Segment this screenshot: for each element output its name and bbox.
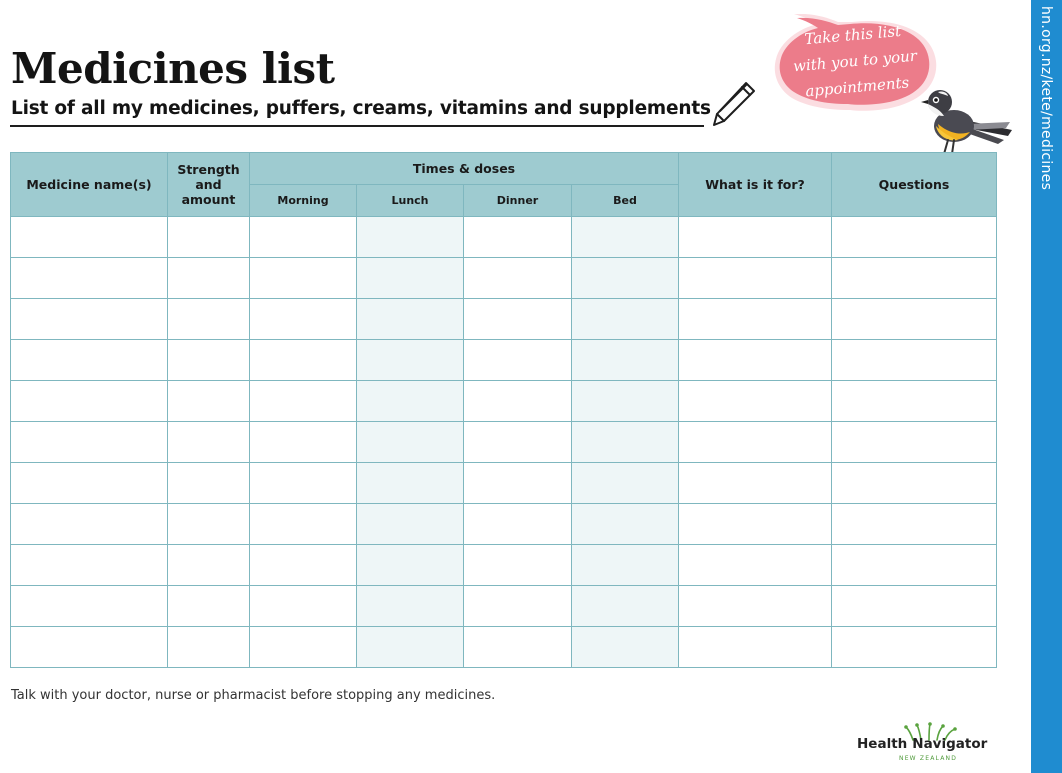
- table-cell[interactable]: [168, 340, 250, 381]
- table-row: [11, 504, 997, 545]
- logo-navigator: Navigator: [912, 736, 988, 752]
- table-cell[interactable]: [679, 545, 832, 586]
- logo-health: Health: [857, 736, 908, 752]
- table-cell[interactable]: [572, 545, 679, 586]
- table-cell[interactable]: [357, 299, 464, 340]
- column-header-medicine: Medicine name(s): [11, 153, 168, 217]
- table-cell[interactable]: [464, 627, 572, 668]
- table-cell[interactable]: [572, 258, 679, 299]
- table-row: [11, 340, 997, 381]
- table-cell[interactable]: [679, 217, 832, 258]
- table-body: [11, 217, 997, 668]
- table-cell[interactable]: [464, 381, 572, 422]
- table-cell[interactable]: [832, 463, 997, 504]
- table-cell[interactable]: [679, 504, 832, 545]
- column-header-times-doses: Times & doses: [250, 153, 679, 185]
- table-cell[interactable]: [464, 504, 572, 545]
- table-cell[interactable]: [250, 586, 357, 627]
- subtitle-underline: [10, 125, 704, 127]
- table-cell[interactable]: [357, 381, 464, 422]
- table-cell[interactable]: [679, 422, 832, 463]
- table-cell[interactable]: [168, 422, 250, 463]
- table-cell[interactable]: [11, 586, 168, 627]
- table-cell[interactable]: [572, 422, 679, 463]
- table-cell[interactable]: [679, 627, 832, 668]
- table-cell[interactable]: [832, 258, 997, 299]
- table-cell[interactable]: [464, 217, 572, 258]
- bubble-line: appointments: [804, 73, 910, 101]
- table-cell[interactable]: [250, 381, 357, 422]
- table-cell[interactable]: [572, 463, 679, 504]
- table-row: [11, 586, 997, 627]
- table-cell[interactable]: [11, 627, 168, 668]
- table-cell[interactable]: [832, 627, 997, 668]
- table-cell[interactable]: [250, 422, 357, 463]
- table-cell[interactable]: [679, 340, 832, 381]
- table-cell[interactable]: [464, 586, 572, 627]
- bubble-text: [777, 16, 933, 107]
- logo-text: [857, 736, 987, 752]
- table-cell[interactable]: [572, 381, 679, 422]
- table-cell[interactable]: [464, 340, 572, 381]
- table-cell[interactable]: [679, 299, 832, 340]
- header-line: Strength: [177, 162, 240, 177]
- column-header-morning: Morning: [250, 185, 357, 217]
- table-cell[interactable]: [572, 627, 679, 668]
- table-cell[interactable]: [464, 422, 572, 463]
- table-cell[interactable]: [832, 422, 997, 463]
- header-line: amount: [181, 192, 236, 207]
- column-header-strength: [168, 153, 250, 217]
- table-cell[interactable]: [250, 217, 357, 258]
- table-cell[interactable]: [679, 258, 832, 299]
- table-cell[interactable]: [168, 627, 250, 668]
- table-cell[interactable]: [357, 340, 464, 381]
- table-cell[interactable]: [250, 463, 357, 504]
- table-cell[interactable]: [832, 340, 997, 381]
- table-cell[interactable]: [168, 381, 250, 422]
- table-cell[interactable]: [464, 463, 572, 504]
- table-cell[interactable]: [357, 217, 464, 258]
- table-cell[interactable]: [832, 545, 997, 586]
- table-cell[interactable]: [464, 299, 572, 340]
- table-cell[interactable]: [572, 504, 679, 545]
- column-header-bed: Bed: [572, 185, 679, 217]
- table-cell[interactable]: [11, 217, 168, 258]
- table-cell[interactable]: [832, 586, 997, 627]
- bubble-line: with you to your: [792, 46, 918, 76]
- table-row: [11, 422, 997, 463]
- table-cell[interactable]: [250, 504, 357, 545]
- table-cell[interactable]: [250, 545, 357, 586]
- table-row: [11, 627, 997, 668]
- table-cell[interactable]: [11, 545, 168, 586]
- table-cell[interactable]: [679, 586, 832, 627]
- table-cell[interactable]: [832, 504, 997, 545]
- table-cell[interactable]: [168, 586, 250, 627]
- table-cell[interactable]: [11, 422, 168, 463]
- page-title: Medicines list: [11, 44, 335, 93]
- table-cell[interactable]: [679, 381, 832, 422]
- table-cell[interactable]: [357, 504, 464, 545]
- header-line: and: [195, 177, 222, 192]
- table-cell[interactable]: [832, 299, 997, 340]
- table-cell[interactable]: [11, 463, 168, 504]
- medicines-table: [10, 152, 997, 668]
- table-cell[interactable]: [357, 463, 464, 504]
- table-cell[interactable]: [572, 217, 679, 258]
- table-row: [11, 299, 997, 340]
- table-cell[interactable]: [357, 627, 464, 668]
- table-cell[interactable]: [572, 299, 679, 340]
- side-url: hn.org.nz/kete/medicines: [1038, 6, 1054, 191]
- table-cell[interactable]: [572, 340, 679, 381]
- table-row: [11, 545, 997, 586]
- table-cell[interactable]: [464, 545, 572, 586]
- table-cell[interactable]: [168, 299, 250, 340]
- table-cell[interactable]: [679, 463, 832, 504]
- table-cell[interactable]: [572, 586, 679, 627]
- table-cell[interactable]: [11, 340, 168, 381]
- table-cell[interactable]: [250, 340, 357, 381]
- table-cell[interactable]: [832, 381, 997, 422]
- table-cell[interactable]: [11, 299, 168, 340]
- column-header-questions: Questions: [832, 153, 997, 217]
- table-cell[interactable]: [168, 504, 250, 545]
- column-header-dinner: Dinner: [464, 185, 572, 217]
- table-cell[interactable]: [357, 586, 464, 627]
- table-cell[interactable]: [168, 258, 250, 299]
- table-cell[interactable]: [832, 217, 997, 258]
- table-row: [11, 463, 997, 504]
- table-row: [11, 258, 997, 299]
- column-header-lunch: Lunch: [357, 185, 464, 217]
- table-cell[interactable]: [11, 504, 168, 545]
- table-row: [11, 217, 997, 258]
- table-cell[interactable]: [250, 258, 357, 299]
- page-subtitle: List of all my medicines, puffers, creams, vitamins and supplements: [11, 98, 711, 119]
- column-header-purpose: What is it for?: [679, 153, 832, 217]
- pencil-icon: [708, 78, 758, 130]
- table-row: [11, 381, 997, 422]
- table-cell[interactable]: [168, 217, 250, 258]
- table-cell[interactable]: [464, 258, 572, 299]
- table-cell[interactable]: [357, 422, 464, 463]
- table-cell[interactable]: [357, 258, 464, 299]
- table-cell[interactable]: [250, 299, 357, 340]
- table-cell[interactable]: [357, 545, 464, 586]
- health-navigator-logo: [855, 722, 995, 766]
- table-cell[interactable]: [250, 627, 357, 668]
- bubble-line: Take this list: [803, 21, 902, 49]
- footnote: Talk with your doctor, nurse or pharmacist before stopping any medicines.: [11, 688, 496, 703]
- table-cell[interactable]: [11, 258, 168, 299]
- table-cell[interactable]: [168, 463, 250, 504]
- fantail-bird-icon: [918, 82, 1018, 158]
- table-cell[interactable]: [11, 381, 168, 422]
- table-cell[interactable]: [168, 545, 250, 586]
- logo-country: NEW ZEALAND: [899, 755, 958, 762]
